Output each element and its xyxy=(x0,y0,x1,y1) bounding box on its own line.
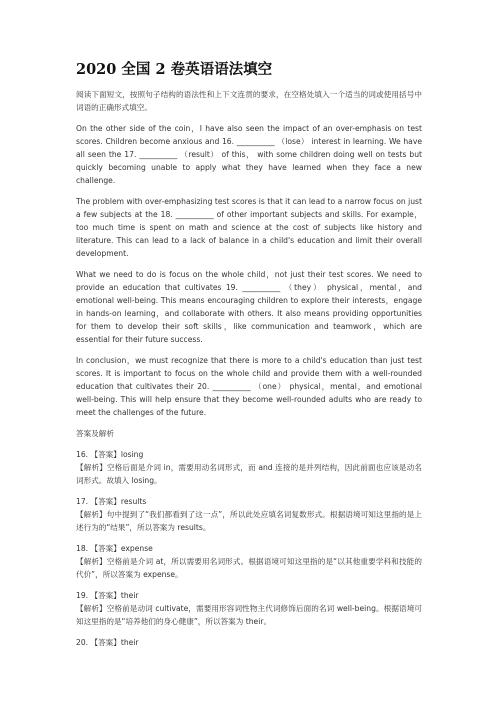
passage-paragraph: What we need to do is focus on the whole child，not just their test scores. We need to provide an education that cultivates 19. __________ （they） physical，mental，and emotional well-being. This means encouraging children to explore their interests，engage in hands-on learning，and collaborate with others. It also means providing opportunities for them to develop their soft skills，like communication and teamwork，which are essential for their future success. xyxy=(76,270,422,344)
passage-paragraph: In conclusion，we must recognize that there is more to a child's education than just test scores. It is important to focus on the whole child and provide them with a well-rounded education that cultivates their 20. __________ （one） physical，mental，and emotional well-being. This will help ensure that they become well-rounded adults who are ready to meet the challenges of the future. xyxy=(76,356,422,417)
answer-line: 18. 【答案】expense xyxy=(76,544,153,553)
document-title: 2020 全国 2 卷英语语法填空 xyxy=(76,61,273,78)
answer-line: 19. 【答案】their xyxy=(76,591,139,600)
analysis-text: 【解析】空格前是动词 cultivate，需要用形容词性物主代词修饰后面的名词 well-being。根据语境可知这里指的是“培养他们的身心健康”，所以答案为 their。 xyxy=(76,604,422,626)
analysis-text: 【解析】句中提到了“我们都看到了这一点”，所以此处应填名词复数形式。根据语境可知这里指的是上述行为的“结果”，所以答案为 results。 xyxy=(76,510,422,532)
answer-line: 16. 【答案】losing xyxy=(76,450,144,459)
answer-line: 20. 【答案】their xyxy=(76,638,139,647)
instructions: 阅读下面短文，按照句子结构的语法性和上下文连贯的要求，在空格处填入一个适当的词或使用括号中词语的正确形式填空。 xyxy=(76,90,422,112)
analysis-text: 【解析】空格后面是介词 in，需要用动名词形式，而 and 连接的是并列结构，因此前面也应该是动名词形式。故填入 losing。 xyxy=(76,463,422,485)
passage-paragraph: The problem with over-emphasizing test scores is that it can lead to a narrow focus on just a few subjects at the 18. __________ of other important subjects and skills. For example，too much time is spent on math and science at the cost of subjects like history and literature. This can lead to a lack of balance in a child's education and limit their overall development. xyxy=(76,197,422,258)
document-body xyxy=(76,88,422,649)
answers-heading: 答案及解析 xyxy=(76,429,114,438)
answer-line: 17. 【答案】results xyxy=(76,497,147,506)
passage-paragraph: On the other side of the coin，I have also seen the impact of an over-emphasis on test scores. Children become anxious and 16. __________ （lose） interest in learning. We have all seen the 17. __________ （result） of this， with some children doing well on tests but quickly becoming unable to apply what they have learned when they face a new challenge. xyxy=(76,124,422,185)
analysis-text: 【解析】空格前是介词 at，所以需要用名词形式。根据语境可知这里指的是“以其他重要学科和技能的代价”，所以答案为 expense。 xyxy=(76,557,422,579)
